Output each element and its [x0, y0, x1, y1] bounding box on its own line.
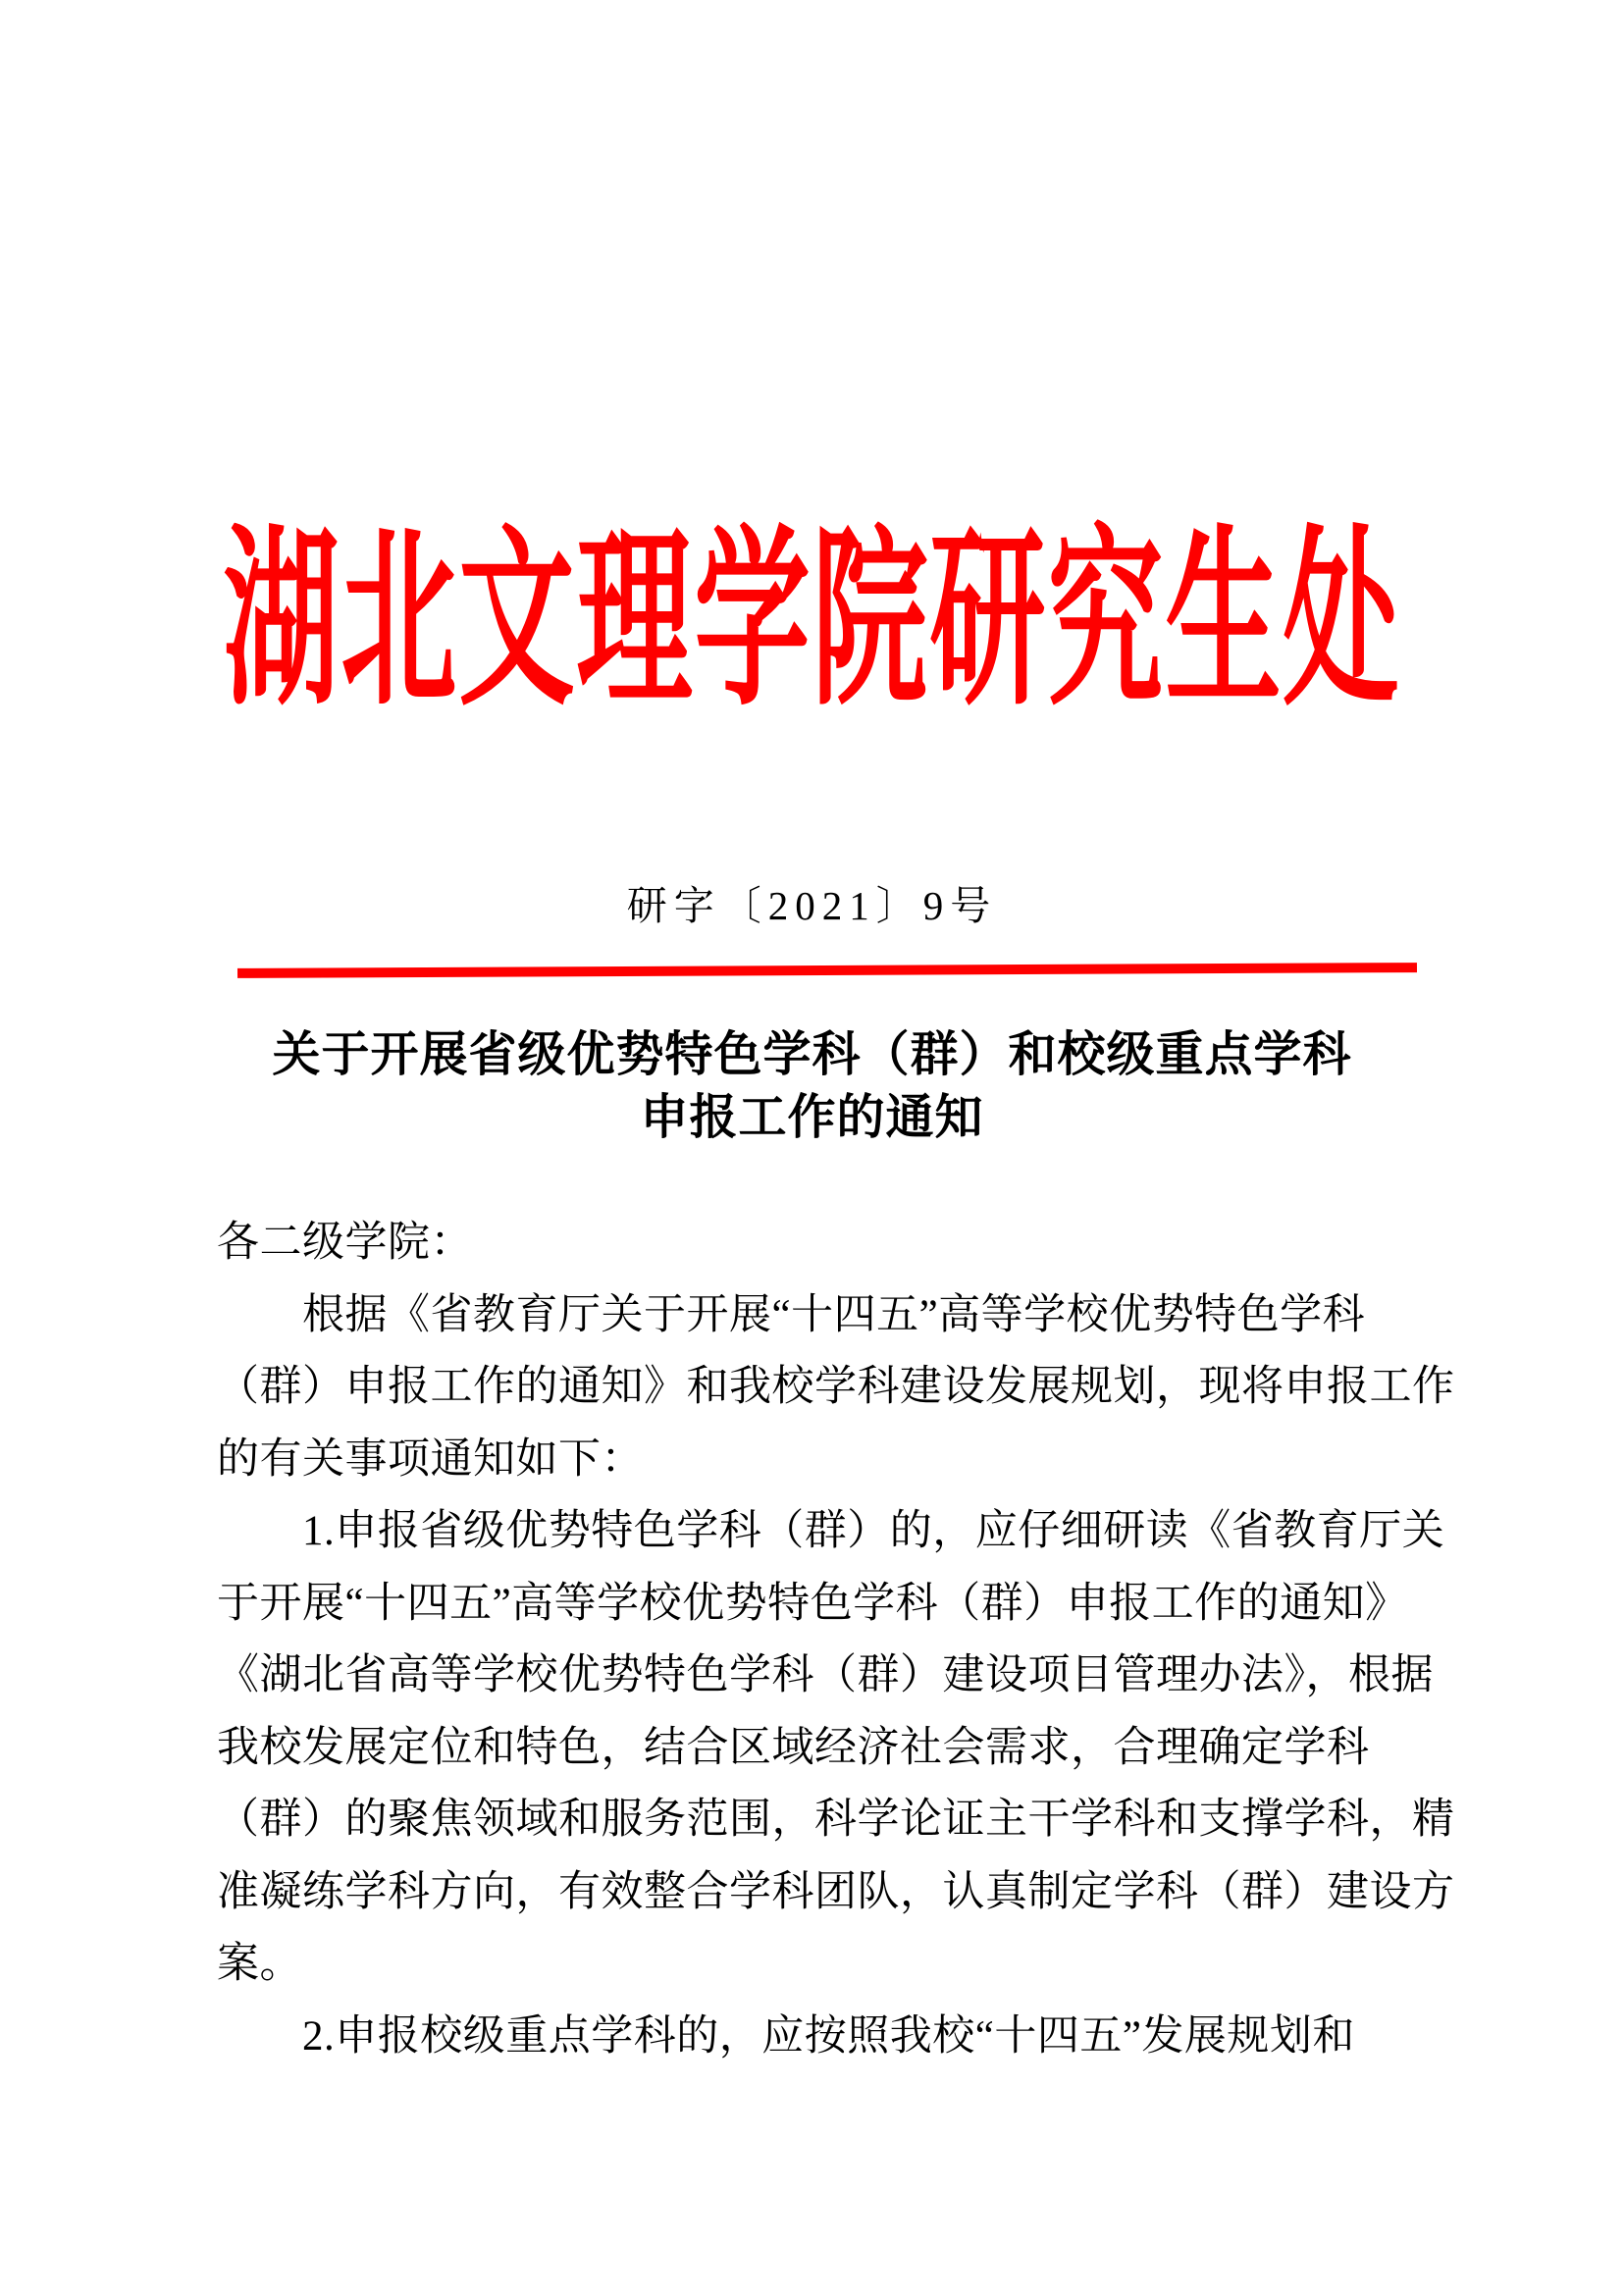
body-line: 于开展“十四五”高等学校优势特色学科（群）申报工作的通知》	[217, 1580, 1408, 1627]
body-line-item-2: 2.申报校级重点学科的，应按照我校“十四五”发展规划和	[217, 2012, 1355, 2060]
notice-title	[0, 1023, 1624, 1149]
notice-title-line1: 关于开展省级优势特色学科（群）和校级重点学科	[272, 1028, 1352, 1081]
doc-number: 研字〔2021〕9号	[626, 883, 998, 928]
body-line: 根据《省教育厅关于开展“十四五”高等学校优势特色学科	[217, 1291, 1366, 1338]
red-divider-line	[237, 963, 1417, 978]
body-line: 的有关事项通知如下：	[217, 1435, 644, 1483]
body-line: 《湖北省高等学校优势特色学科（群）建设项目管理办法》，根据	[217, 1652, 1434, 1698]
body-line: （群）的聚焦领域和服务范围，科学论证主干学科和支撑学科，精	[217, 1797, 1455, 1843]
body-line-item-1: 1.申报省级优势特色学科（群）的，应仔细研读《省教育厅关	[217, 1508, 1445, 1554]
body-line: 准凝练学科方向，有效整合学科团队，认真制定学科（群）建设方	[217, 1868, 1455, 1915]
body-line-salutation: 各二级学院：	[217, 1220, 473, 1266]
notice-title-line2: 申报工作的通知	[640, 1091, 984, 1144]
body-line: （群）申报工作的通知》和我校学科建设发展规划，现将申报工作	[217, 1364, 1455, 1410]
document-body	[217, 1207, 1455, 2072]
body-line: 案。	[217, 1941, 302, 1987]
masthead-title: 湖北文理学院研究生处	[223, 515, 1401, 729]
body-line: 我校发展定位和特色，结合区域经济社会需求，合理确定学科	[217, 1724, 1370, 1771]
